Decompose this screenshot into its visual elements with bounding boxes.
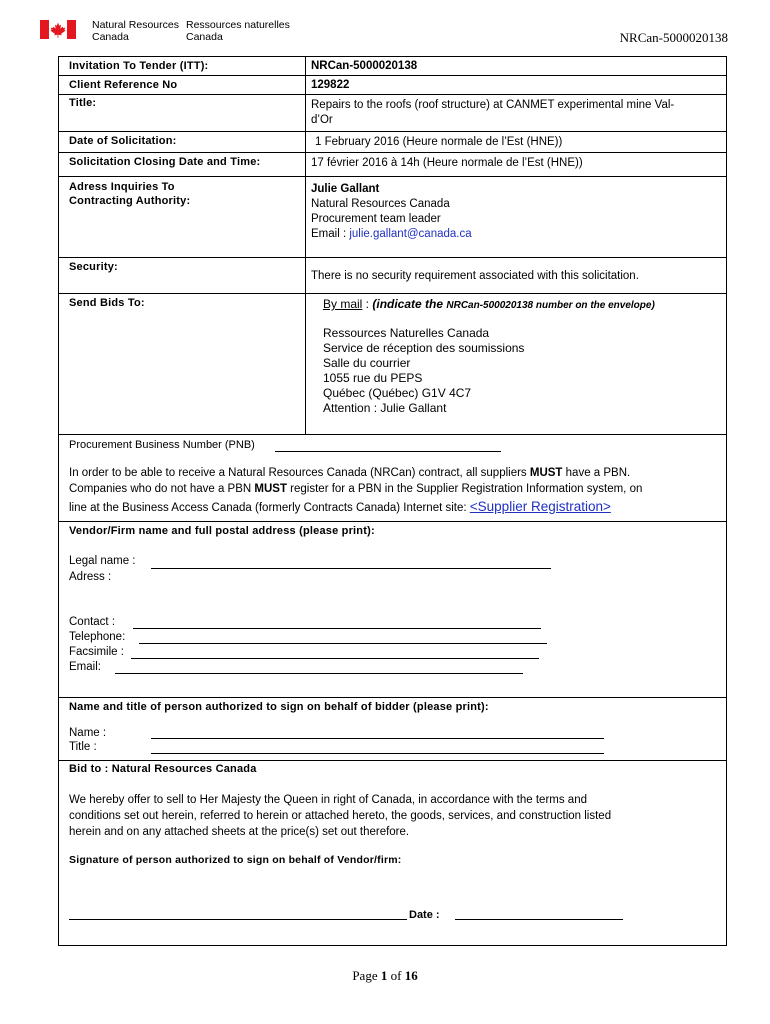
date-solicitation-label: Date of Solicitation: [69, 135, 177, 147]
pbn-label: Procurement Business Number (PNB) [69, 439, 255, 451]
row-closing-date [59, 153, 726, 177]
contact-email-link[interactable]: julie.gallant@canada.ca [349, 228, 472, 240]
signer-name-field[interactable] [151, 738, 604, 739]
row-bid [59, 761, 726, 945]
mailing-address: Ressources Naturelles Canada Service de réception des soumissions Salle du courrier 1055 rue du PEPS Québec (Québec) G1V 4C7 Attention : Julie Gallant [323, 326, 525, 415]
contact-label: Contact : [69, 616, 116, 628]
client-reference-value: 129822 [311, 79, 350, 91]
page-header [40, 18, 730, 48]
signer-title-label: Title : [69, 741, 97, 753]
signature-label: Signature of person authorized to sign on behalf of Vendor/firm: [69, 854, 402, 866]
telephone-label: Telephone: [69, 631, 126, 643]
email-label: Email: [69, 661, 101, 673]
email-field[interactable] [115, 673, 523, 674]
contracting-authority [311, 182, 472, 242]
signer-title-field[interactable] [151, 753, 604, 754]
tender-form [58, 56, 727, 946]
contact-email-line: Email : julie.gallant@canada.ca [311, 228, 472, 240]
row-date-solicitation [59, 132, 726, 153]
telephone-field[interactable] [139, 643, 547, 644]
security-label: Security: [69, 261, 118, 273]
date-field[interactable] [455, 919, 623, 920]
address-label: Adress : [69, 571, 112, 583]
facsimile-label: Facsimile : [69, 646, 124, 658]
org-name-french: Ressources naturelles Canada [186, 19, 290, 43]
row-security [59, 258, 726, 294]
signature-field[interactable] [69, 919, 407, 920]
row-itt [59, 57, 726, 76]
date-solicitation-value: 1 February 2016 (Heure normale de l’Est (HNE)) [315, 136, 563, 148]
contact-role: Procurement team leader [311, 213, 441, 225]
title-label: Title: [69, 97, 97, 109]
send-bids-label: Send Bids To: [69, 297, 145, 309]
bid-paragraph: We hereby offer to sell to Her Majesty the Queen in right of Canada, in accordance with the terms and conditions set out herein, referred to herein or attached hereto, the goods, services, and construction listed herein and on any attached sheets at the price(s) set out therefore. [69, 794, 612, 838]
document-id: NRCan-5000020138 [619, 30, 728, 45]
vendor-heading: Vendor/Firm name and full postal address (please print): [69, 525, 375, 537]
row-vendor [59, 522, 726, 698]
client-reference-label: Client Reference No [69, 79, 178, 91]
legal-name-label: Legal name : [69, 555, 136, 567]
canada-flag-icon [40, 20, 76, 39]
row-inquiries [59, 177, 726, 258]
closing-date-label: Solicitation Closing Date and Time: [69, 156, 261, 168]
closing-date-value: 17 février 2016 à 14h (Heure normale de l’Est (HNE)) [311, 157, 583, 169]
bid-heading: Bid to : Natural Resources Canada [69, 763, 257, 775]
supplier-registration-link[interactable]: <Supplier Registration> [469, 499, 611, 514]
itt-label: Invitation To Tender (ITT): [69, 60, 209, 72]
pbn-paragraph: In order to be able to receive a Natural Resources Canada (NRCan) contract, all suppliers MUST have a PBN. Companies who do not have a PBN MUST register for a PBN in the Supplier Registration Information system, on line at the Business Access Canada (formerly Contracts Canada) Internet site: <Supplier Registration> [69, 467, 643, 514]
title-value: Repairs to the roofs (roof structure) at CANMET experimental mine Val- d’Or [311, 99, 675, 126]
row-title [59, 95, 726, 132]
row-pbn [59, 435, 726, 522]
org-name-english: Natural Resources Canada [92, 19, 179, 43]
signer-name-label: Name : [69, 727, 107, 739]
itt-value: NRCan-5000020138 [311, 60, 418, 72]
date-label: Date : [409, 909, 440, 921]
row-client-reference [59, 76, 726, 95]
row-send-bids [59, 294, 726, 435]
contact-org: Natural Resources Canada [311, 198, 450, 210]
contact-field[interactable] [133, 628, 541, 629]
facsimile-field[interactable] [131, 658, 539, 659]
contact-name: Julie Gallant [311, 183, 380, 195]
inquiries-label: Adress Inquiries To Contracting Authority: [69, 181, 191, 207]
row-signer [59, 698, 726, 761]
legal-name-field[interactable] [151, 568, 551, 569]
pbn-field[interactable] [275, 451, 501, 452]
by-mail-line: By mail : (indicate the NRCan-500020138 number on the envelope) [323, 297, 655, 311]
page-number: Page 1 of 16 [352, 968, 418, 983]
signer-heading: Name and title of person authorized to sign on behalf of bidder (please print): [69, 701, 489, 713]
security-value: There is no security requirement associated with this solicitation. [311, 270, 639, 282]
